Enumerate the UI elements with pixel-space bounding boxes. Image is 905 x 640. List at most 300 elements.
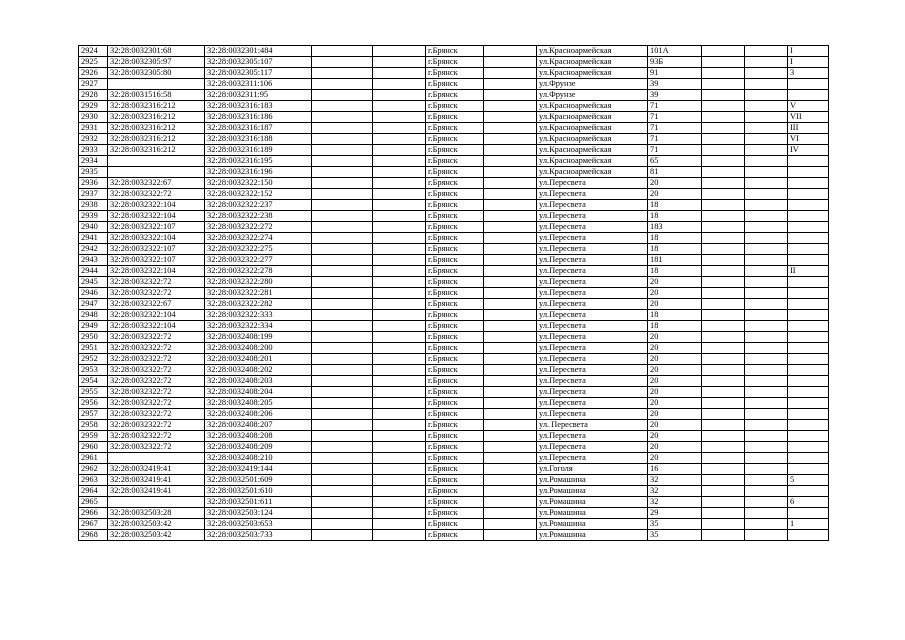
table-cell: 32:28:0032322:72 [108, 288, 205, 299]
table-cell [373, 101, 426, 112]
table-cell: 32:28:0032316:212 [108, 123, 205, 134]
table-cell: 2954 [79, 376, 108, 387]
table-row [79, 530, 829, 541]
table-cell [108, 453, 205, 464]
table-cell: 32:28:0032322:237 [205, 200, 312, 211]
table-cell: 20 [648, 178, 702, 189]
table-cell: ул.Пересвета [537, 409, 648, 420]
table-cell: ул.Красноармейская [537, 167, 648, 178]
table-cell [702, 277, 745, 288]
table-cell: 2929 [79, 101, 108, 112]
table-cell [484, 420, 537, 431]
table-cell [312, 519, 373, 530]
table-cell: г.Брянск [426, 398, 484, 409]
table-cell [788, 233, 829, 244]
table-cell: 32:28:0032503:653 [205, 519, 312, 530]
table-cell [484, 222, 537, 233]
table-cell: 2958 [79, 420, 108, 431]
table-cell: ул.Ромашина [537, 519, 648, 530]
table-cell [312, 354, 373, 365]
table-cell [373, 211, 426, 222]
table-cell: ул.Пересвета [537, 222, 648, 233]
table-cell: г.Брянск [426, 79, 484, 90]
table-cell: ул.Красноармейская [537, 123, 648, 134]
table-cell: ул.Пересвета [537, 453, 648, 464]
table-cell [373, 46, 426, 57]
table-cell: 32:28:0032305:107 [205, 57, 312, 68]
table-cell: 32:28:0032311:95 [205, 90, 312, 101]
table-cell: 32:28:0032322:72 [108, 343, 205, 354]
table-cell [373, 321, 426, 332]
table-cell: 32:28:0032503:42 [108, 530, 205, 541]
table-cell: г.Брянск [426, 46, 484, 57]
table-cell: 2960 [79, 442, 108, 453]
table-cell: ул.Ромашина [537, 530, 648, 541]
table-row [79, 156, 829, 167]
table-cell [484, 431, 537, 442]
table-cell: 183 [648, 222, 702, 233]
table-cell: г.Брянск [426, 376, 484, 387]
table-cell [373, 266, 426, 277]
table-cell [484, 134, 537, 145]
table-cell: г.Брянск [426, 431, 484, 442]
table-cell [373, 156, 426, 167]
table-cell [484, 288, 537, 299]
table-cell [745, 255, 788, 266]
table-cell [788, 167, 829, 178]
table-cell [788, 387, 829, 398]
table-cell: 32:28:0032316:183 [205, 101, 312, 112]
table-cell: г.Брянск [426, 508, 484, 519]
table-cell [373, 453, 426, 464]
table-cell [788, 277, 829, 288]
table-cell [373, 464, 426, 475]
table-cell: 32:28:0032316:187 [205, 123, 312, 134]
table-cell [702, 508, 745, 519]
table-cell [702, 57, 745, 68]
table-cell [745, 497, 788, 508]
table-cell [788, 530, 829, 541]
table-cell: 32:28:0032322:280 [205, 277, 312, 288]
table-cell [312, 145, 373, 156]
table-cell: 20 [648, 299, 702, 310]
table-cell [702, 233, 745, 244]
table-cell [788, 376, 829, 387]
table-cell: 32:28:0032322:72 [108, 398, 205, 409]
table-cell: ул.Пересвета [537, 321, 648, 332]
table-cell [745, 277, 788, 288]
table-cell: г.Брянск [426, 101, 484, 112]
table-cell [373, 343, 426, 354]
table-cell [484, 46, 537, 57]
table-cell: 32:28:0032503:733 [205, 530, 312, 541]
table-cell: ул. Пересвета [537, 420, 648, 431]
table-cell: 2946 [79, 288, 108, 299]
table-cell: 32:28:0032316:212 [108, 112, 205, 123]
table-cell: 32:28:0032322:104 [108, 310, 205, 321]
table-cell: ул.Пересвета [537, 244, 648, 255]
table-row [79, 167, 829, 178]
table-cell: 2953 [79, 365, 108, 376]
table-cell [745, 145, 788, 156]
table-cell [788, 90, 829, 101]
table-row [79, 288, 829, 299]
table-cell: ул.Ромашина [537, 475, 648, 486]
table-cell: г.Брянск [426, 112, 484, 123]
table-cell: 32:28:0032322:72 [108, 332, 205, 343]
table-cell: 32:28:0032408:203 [205, 376, 312, 387]
table-cell: 2948 [79, 310, 108, 321]
table-cell: 2956 [79, 398, 108, 409]
table-cell [745, 442, 788, 453]
table-cell [312, 299, 373, 310]
table-cell [312, 530, 373, 541]
table-cell [745, 486, 788, 497]
table-cell: 29 [648, 508, 702, 519]
table-cell [312, 376, 373, 387]
table-cell: г.Брянск [426, 233, 484, 244]
table-cell: 2934 [79, 156, 108, 167]
table-row [79, 464, 829, 475]
table-cell: 32:28:0032408:201 [205, 354, 312, 365]
table-cell: 101А [648, 46, 702, 57]
table-cell: 32:28:0032316:195 [205, 156, 312, 167]
table-cell [312, 431, 373, 442]
table-cell: 2965 [79, 497, 108, 508]
table-cell [373, 200, 426, 211]
table-cell: V [788, 101, 829, 112]
table-cell: г.Брянск [426, 277, 484, 288]
table-cell: 32:28:0032316:212 [108, 145, 205, 156]
table-cell: г.Брянск [426, 211, 484, 222]
table-cell: 32:28:0032322:72 [108, 409, 205, 420]
table-cell: 32:28:0031516:58 [108, 90, 205, 101]
table-cell: ул.Пересвета [537, 299, 648, 310]
table-row [79, 321, 829, 332]
table-cell [788, 343, 829, 354]
table-cell [745, 79, 788, 90]
table-cell [745, 475, 788, 486]
table-cell: г.Брянск [426, 497, 484, 508]
table-cell: г.Брянск [426, 343, 484, 354]
table-cell: 32 [648, 497, 702, 508]
table-cell: 2949 [79, 321, 108, 332]
table-cell [373, 475, 426, 486]
table-cell [312, 211, 373, 222]
table-cell: ул.Пересвета [537, 200, 648, 211]
table-cell [702, 46, 745, 57]
table-row [79, 453, 829, 464]
table-cell: 32:28:0032322:67 [108, 299, 205, 310]
table-cell [312, 134, 373, 145]
table-cell [484, 68, 537, 79]
register-sheet [78, 45, 829, 541]
table-cell [312, 486, 373, 497]
table-row [79, 145, 829, 156]
table-cell: 2952 [79, 354, 108, 365]
table-cell [373, 420, 426, 431]
table-cell [312, 420, 373, 431]
table-cell [484, 387, 537, 398]
table-cell [788, 453, 829, 464]
table-cell: I [788, 46, 829, 57]
table-cell [484, 332, 537, 343]
table-cell: ул.Пересвета [537, 365, 648, 376]
table-row [79, 343, 829, 354]
table-cell [312, 321, 373, 332]
table-cell [745, 530, 788, 541]
table-cell: 32:28:0032419:41 [108, 486, 205, 497]
table-cell [484, 101, 537, 112]
table-cell: г.Брянск [426, 167, 484, 178]
table-row [79, 519, 829, 530]
table-cell: 32:28:0032311:106 [205, 79, 312, 90]
table-cell [702, 354, 745, 365]
table-cell [373, 167, 426, 178]
table-cell [484, 90, 537, 101]
table-cell: 32:28:0032316:188 [205, 134, 312, 145]
table-cell [373, 244, 426, 255]
table-cell: 71 [648, 123, 702, 134]
table-row [79, 112, 829, 123]
table-cell [312, 365, 373, 376]
table-cell [484, 156, 537, 167]
table-cell: ул.Пересвета [537, 266, 648, 277]
table-cell: 2950 [79, 332, 108, 343]
table-cell [484, 299, 537, 310]
table-row [79, 442, 829, 453]
table-cell: 32:28:0032301:68 [108, 46, 205, 57]
table-cell: ул.Пересвета [537, 343, 648, 354]
table-cell: ул.Красноармейская [537, 145, 648, 156]
table-cell [745, 310, 788, 321]
table-cell [745, 420, 788, 431]
table-cell [702, 453, 745, 464]
table-cell: 32:28:0032408:206 [205, 409, 312, 420]
table-cell: 20 [648, 376, 702, 387]
table-cell: 2947 [79, 299, 108, 310]
table-row [79, 68, 829, 79]
table-cell [312, 288, 373, 299]
table-cell: 181 [648, 255, 702, 266]
table-cell: 2933 [79, 145, 108, 156]
table-cell: г.Брянск [426, 134, 484, 145]
table-cell [312, 156, 373, 167]
table-cell [312, 79, 373, 90]
table-cell: 2936 [79, 178, 108, 189]
table-cell: 20 [648, 420, 702, 431]
table-cell [312, 112, 373, 123]
table-cell: ул.Фрунзе [537, 90, 648, 101]
table-cell: ул.Красноармейская [537, 68, 648, 79]
table-cell: 32:28:0032419:41 [108, 464, 205, 475]
table-row [79, 299, 829, 310]
table-cell [484, 266, 537, 277]
table-cell: I [788, 57, 829, 68]
table-cell: 2942 [79, 244, 108, 255]
table-cell: г.Брянск [426, 222, 484, 233]
table-row [79, 233, 829, 244]
table-cell: 65 [648, 156, 702, 167]
table-cell: 2957 [79, 409, 108, 420]
table-row [79, 134, 829, 145]
table-cell: 32:28:0032408:200 [205, 343, 312, 354]
table-cell [788, 211, 829, 222]
table-cell: г.Брянск [426, 453, 484, 464]
table-cell [788, 156, 829, 167]
table-cell: 6 [788, 497, 829, 508]
table-cell: 71 [648, 101, 702, 112]
table-cell [745, 167, 788, 178]
table-cell: 32:28:0032501:609 [205, 475, 312, 486]
table-cell: г.Брянск [426, 354, 484, 365]
table-row [79, 57, 829, 68]
table-cell: ул.Пересвета [537, 442, 648, 453]
table-cell [484, 321, 537, 332]
table-cell [702, 156, 745, 167]
table-cell: 20 [648, 431, 702, 442]
table-cell: 2928 [79, 90, 108, 101]
table-cell: 32:28:0032322:150 [205, 178, 312, 189]
table-cell: 32:28:0032322:72 [108, 354, 205, 365]
table-cell [745, 189, 788, 200]
table-cell [702, 398, 745, 409]
table-cell: ул.Ромашина [537, 508, 648, 519]
table-cell [373, 288, 426, 299]
table-cell [484, 486, 537, 497]
table-cell [484, 200, 537, 211]
table-cell [373, 255, 426, 266]
table-cell: 2930 [79, 112, 108, 123]
table-cell [702, 519, 745, 530]
table-cell: 2932 [79, 134, 108, 145]
table-cell [702, 112, 745, 123]
table-cell: 35 [648, 519, 702, 530]
table-cell [312, 277, 373, 288]
table-cell: 32:28:0032503:124 [205, 508, 312, 519]
table-cell [745, 464, 788, 475]
table-cell: ул.Пересвета [537, 189, 648, 200]
table-cell: г.Брянск [426, 200, 484, 211]
table-cell [702, 332, 745, 343]
table-cell: г.Брянск [426, 409, 484, 420]
table-cell: 91 [648, 68, 702, 79]
table-cell [312, 189, 373, 200]
table-cell [788, 409, 829, 420]
table-cell: г.Брянск [426, 178, 484, 189]
table-cell [484, 376, 537, 387]
table-cell: 32:28:0032408:202 [205, 365, 312, 376]
table-cell: 39 [648, 90, 702, 101]
table-row [79, 266, 829, 277]
table-cell: 39 [648, 79, 702, 90]
table-cell [702, 200, 745, 211]
table-cell: 32:28:0032322:238 [205, 211, 312, 222]
table-cell [745, 156, 788, 167]
table-cell: 18 [648, 321, 702, 332]
table-cell [745, 134, 788, 145]
table-row [79, 409, 829, 420]
table-cell: ул.Красноармейская [537, 156, 648, 167]
table-cell: ул.Пересвета [537, 332, 648, 343]
table-row [79, 123, 829, 134]
table-row [79, 244, 829, 255]
table-row [79, 255, 829, 266]
table-cell: 32:28:0032322:72 [108, 442, 205, 453]
table-cell [702, 255, 745, 266]
table-cell [702, 365, 745, 376]
table-row [79, 46, 829, 57]
table-cell: 32:28:0032305:97 [108, 57, 205, 68]
table-cell [312, 90, 373, 101]
table-cell [788, 464, 829, 475]
table-cell: 20 [648, 409, 702, 420]
table-cell: г.Брянск [426, 244, 484, 255]
table-cell: г.Брянск [426, 519, 484, 530]
table-cell [702, 475, 745, 486]
table-cell: 32:28:0032322:152 [205, 189, 312, 200]
table-cell [312, 222, 373, 233]
table-cell [373, 178, 426, 189]
table-cell: 18 [648, 200, 702, 211]
table-cell [745, 321, 788, 332]
table-cell: 2959 [79, 431, 108, 442]
table-cell: 32:28:0032322:72 [108, 365, 205, 376]
table-cell: 20 [648, 277, 702, 288]
table-cell: г.Брянск [426, 68, 484, 79]
table-cell [312, 409, 373, 420]
table-cell [312, 497, 373, 508]
table-cell [745, 431, 788, 442]
table-cell: ул.Пересвета [537, 387, 648, 398]
table-row [79, 497, 829, 508]
table-cell: 32:28:0032322:334 [205, 321, 312, 332]
table-cell: 32:28:0032322:72 [108, 277, 205, 288]
table-cell [373, 376, 426, 387]
table-cell [702, 266, 745, 277]
table-cell: 2938 [79, 200, 108, 211]
table-cell [702, 134, 745, 145]
table-cell [484, 145, 537, 156]
table-cell: 32:28:0032322:107 [108, 255, 205, 266]
table-cell: 32 [648, 475, 702, 486]
table-cell [312, 310, 373, 321]
table-row [79, 200, 829, 211]
table-cell [484, 310, 537, 321]
table-cell: ул.Пересвета [537, 211, 648, 222]
table-cell: ул.Пересвета [537, 178, 648, 189]
table-cell [373, 310, 426, 321]
table-cell: 2962 [79, 464, 108, 475]
table-cell [745, 519, 788, 530]
table-cell: г.Брянск [426, 486, 484, 497]
table-cell: ул.Красноармейская [537, 57, 648, 68]
table-cell: 20 [648, 398, 702, 409]
table-cell [373, 68, 426, 79]
table-cell: 32:28:0032408:207 [205, 420, 312, 431]
table-cell: 2941 [79, 233, 108, 244]
table-row [79, 277, 829, 288]
table-cell: 32:28:0032419:144 [205, 464, 312, 475]
table-cell: 32:28:0032322:107 [108, 244, 205, 255]
table-cell [108, 497, 205, 508]
table-cell [788, 200, 829, 211]
table-cell: II [788, 266, 829, 277]
table-cell: 2935 [79, 167, 108, 178]
table-cell [745, 266, 788, 277]
table-cell: ул.Пересвета [537, 310, 648, 321]
table-cell [745, 288, 788, 299]
